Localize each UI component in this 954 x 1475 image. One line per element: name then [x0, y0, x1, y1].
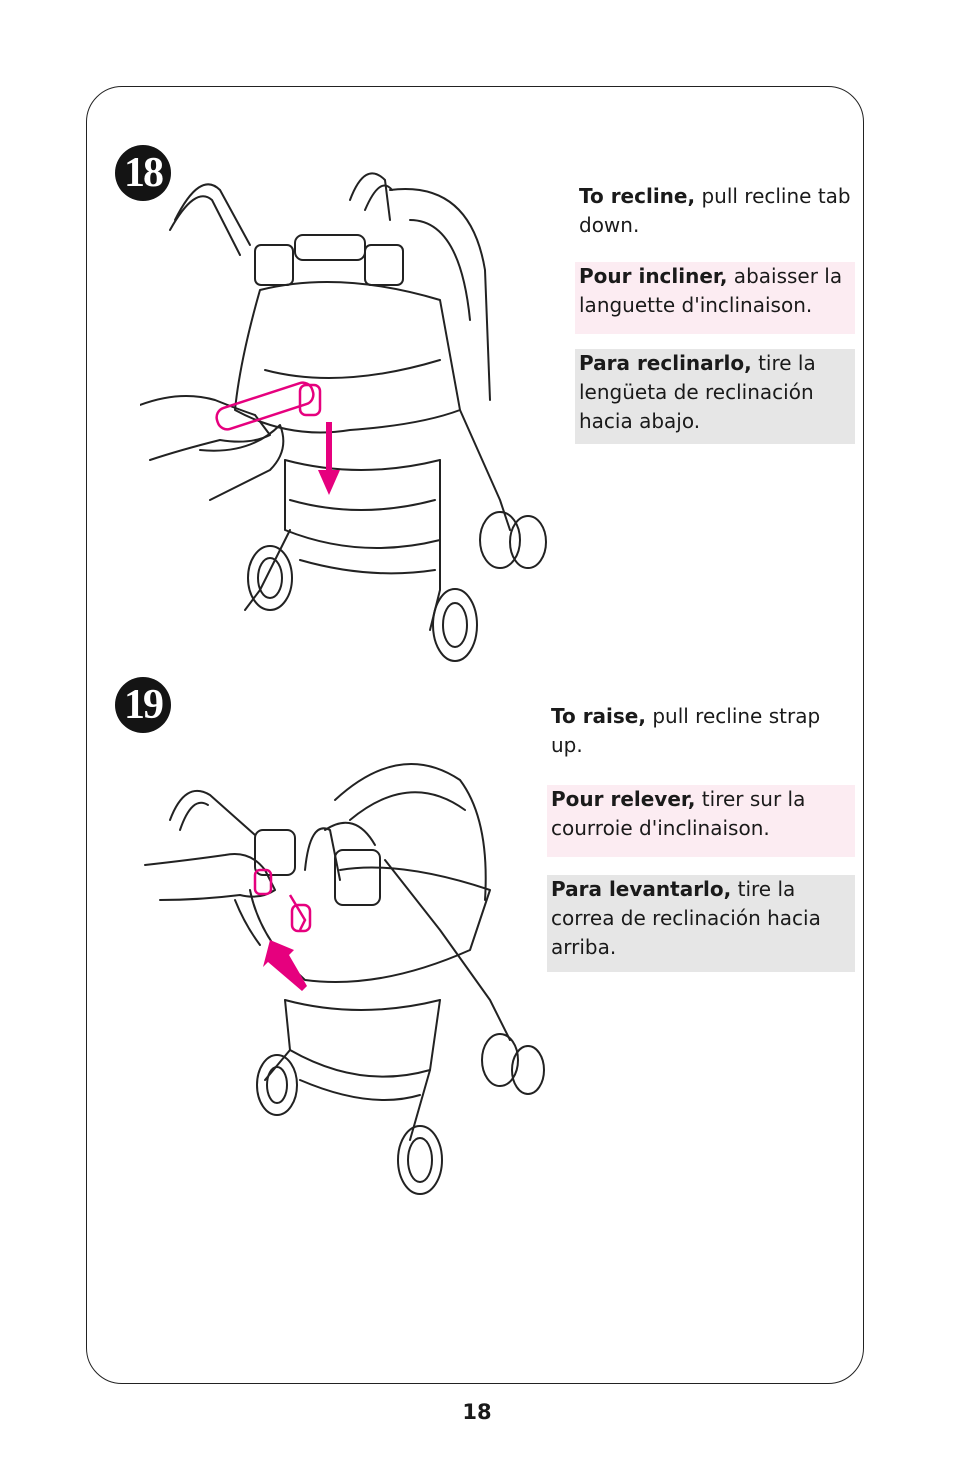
instruction-text: pull recline strap up.: [551, 704, 821, 757]
instruction-fr: [575, 262, 855, 334]
instruction-lead: Para reclinarlo,: [579, 351, 752, 375]
instruction-lead: Pour relever,: [551, 787, 696, 811]
instruction-es: [575, 349, 855, 444]
step-number: 18: [124, 150, 162, 196]
page-number: 18: [462, 1400, 492, 1424]
step-number-badge: [115, 677, 171, 733]
instruction-text: abaisser la languette d'inclinaison.: [579, 264, 843, 317]
instruction-text: tire la lengüeta de reclinación hacia abajo.: [579, 351, 816, 433]
instruction-text: tire la correa de reclinación hacia arriba.: [551, 877, 821, 959]
instruction-text: tirer sur la courroie d'inclinaison.: [551, 787, 806, 840]
instruction-fr: [547, 785, 855, 857]
instruction-en: [547, 702, 855, 760]
stroller-recline-strap-illustration: [140, 750, 560, 1210]
instruction-lead: Para levantarlo,: [551, 877, 732, 901]
instruction-lead: To raise,: [551, 704, 646, 728]
stroller-recline-tab-illustration: [140, 160, 560, 670]
instruction-es: [547, 875, 855, 972]
instruction-en: [575, 182, 855, 240]
instruction-lead: To recline,: [579, 184, 696, 208]
instruction-lead: Pour incliner,: [579, 264, 728, 288]
step-number: 19: [124, 682, 162, 728]
instruction-text: pull recline tab down.: [579, 184, 851, 237]
